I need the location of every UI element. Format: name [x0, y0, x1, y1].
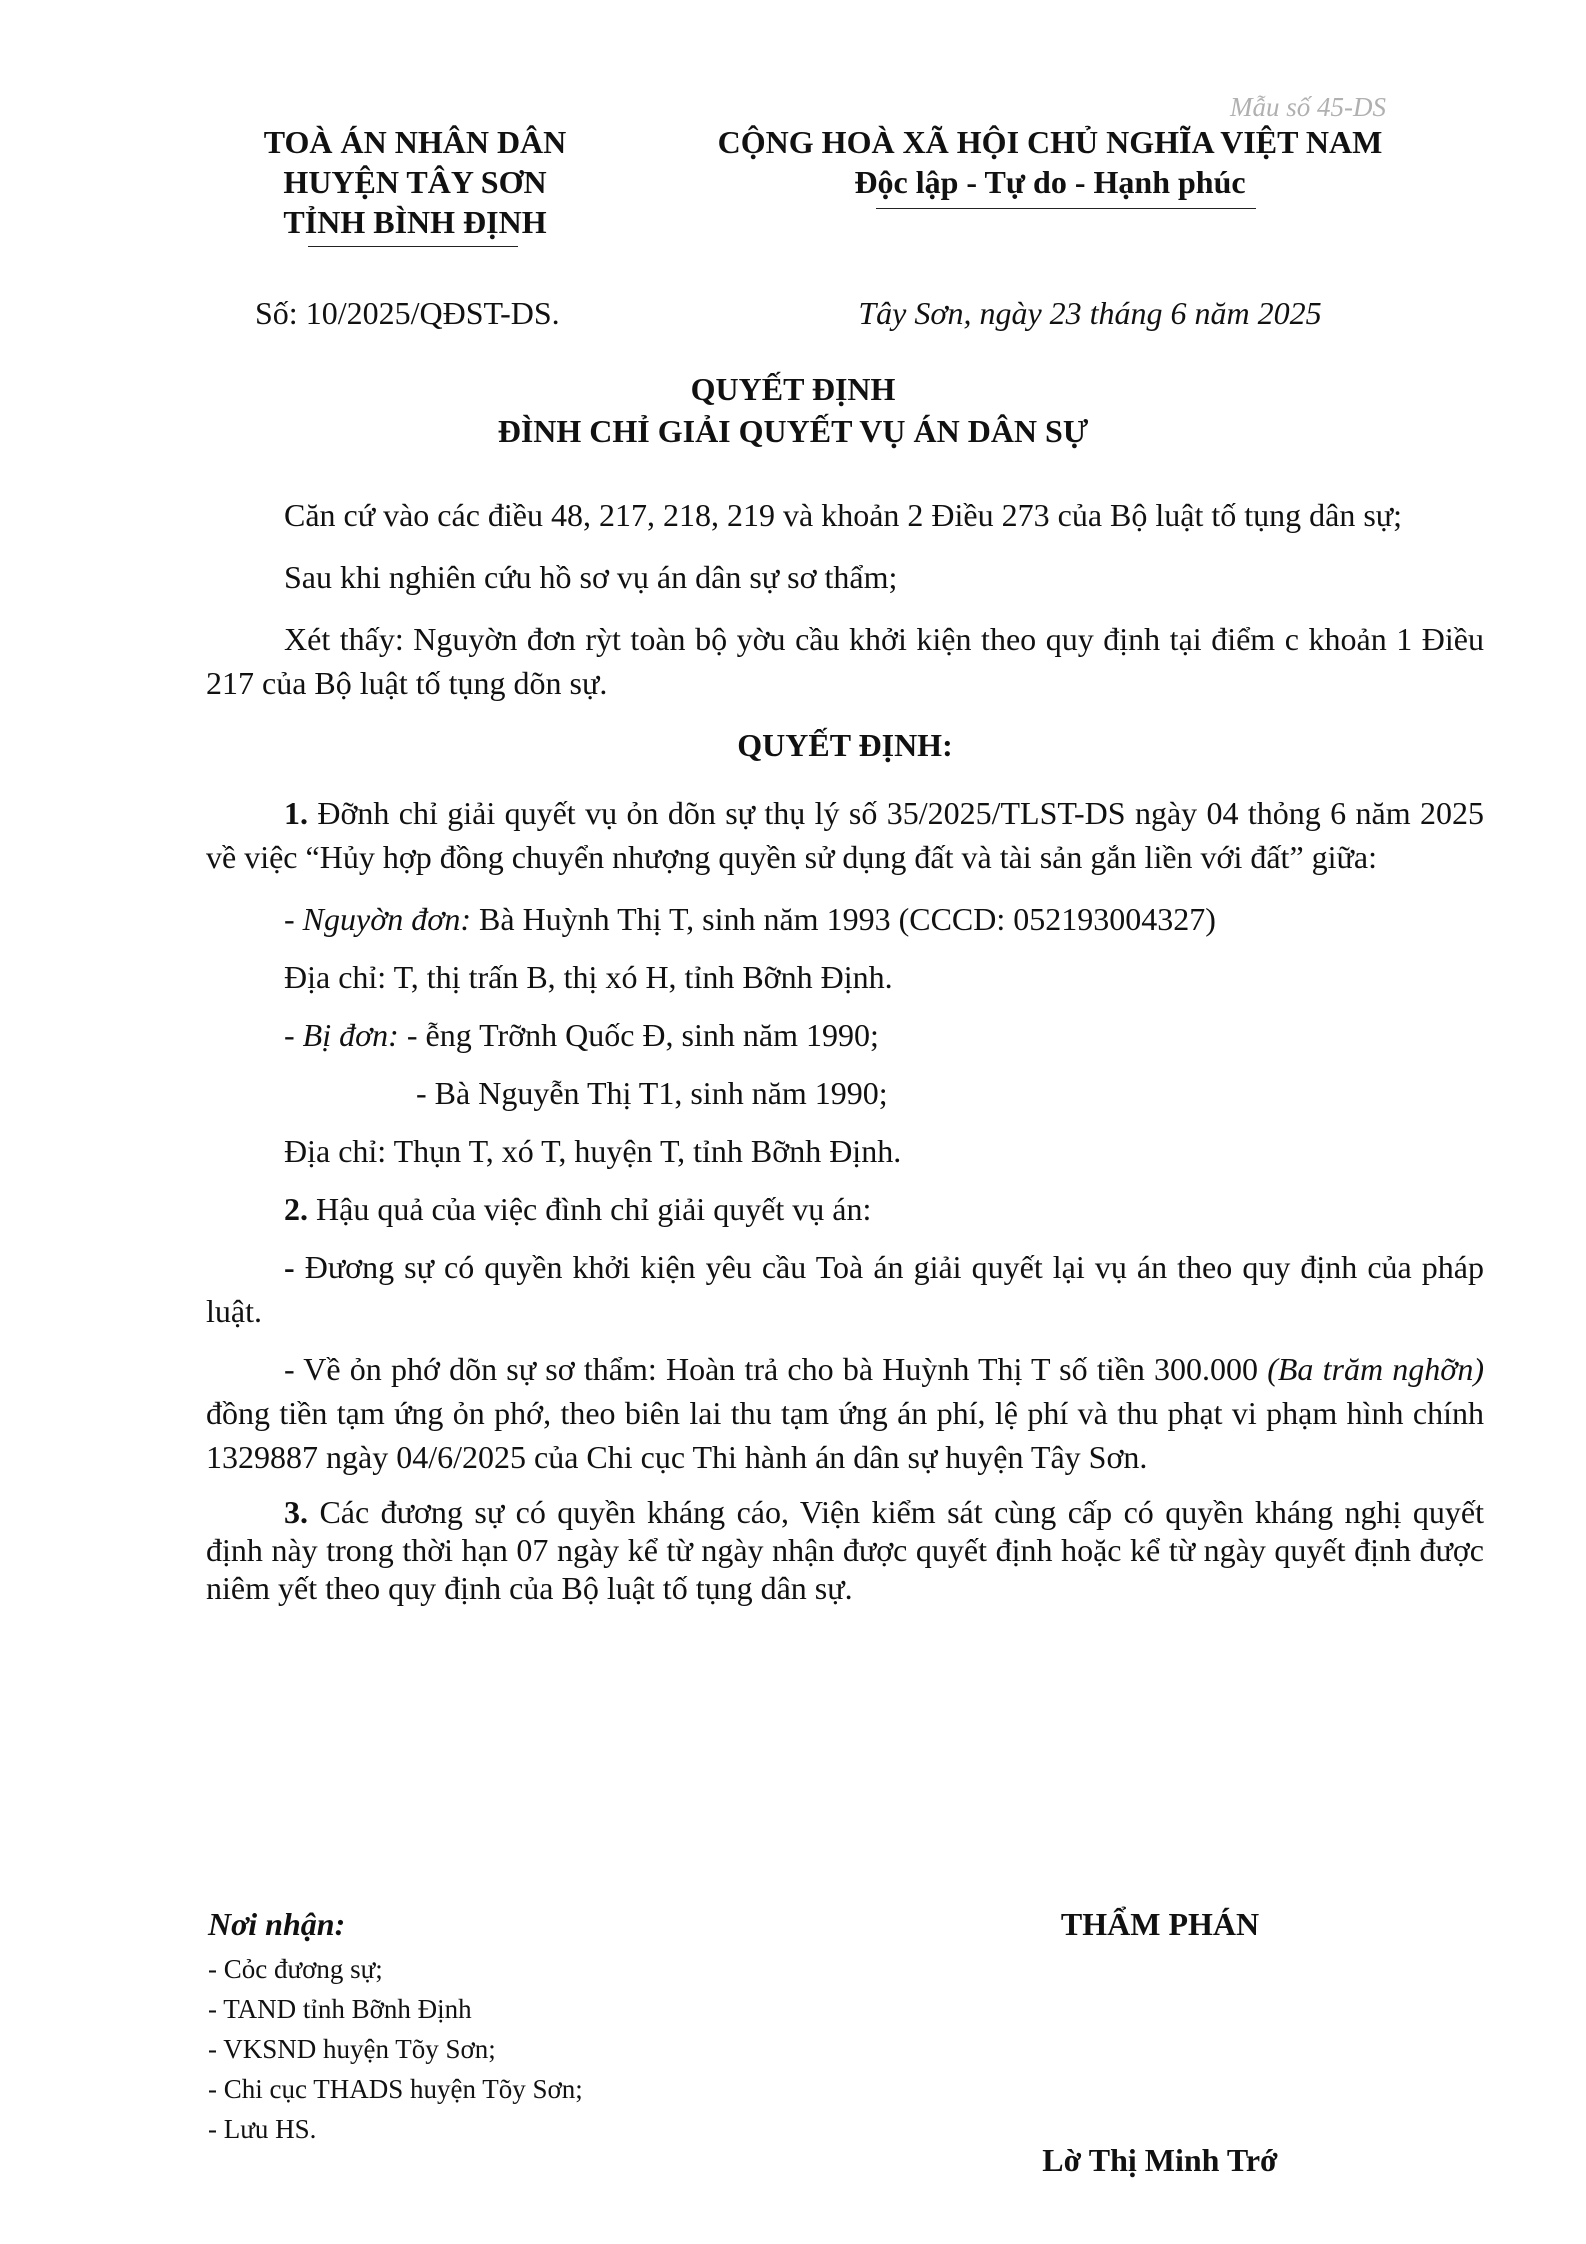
- item-2-a-text: Đương sự có quyền khởi kiện yêu cầu Toà án giải quyết lại vụ án theo quy định của pháp luật.: [206, 1249, 1484, 1329]
- document-title: [200, 368, 1386, 452]
- preamble-finding: Xét thấy: Nguyờn đơn rỳt toàn bộ yờu cầu khởi kiện theo quy định tại điểm c khoản 1 Điều 217 của Bộ luật tố tụng dõn sự.: [206, 621, 1484, 701]
- nation-name: CỘNG HOÀ XÃ HỘI CHỦ NGHĨA VIỆT NAM: [717, 124, 1383, 160]
- decision-item-2: [206, 1187, 1484, 1231]
- item-2-b-amount-words: (Ba trăm nghỡn): [1267, 1351, 1485, 1387]
- document-number: Số: 10/2025/QĐST-DS.: [255, 295, 560, 331]
- defendant-label: Bị đơn:: [302, 1017, 399, 1053]
- defendant-2: - Bà Nguyễn Thị T1, sinh năm 1990;: [416, 1075, 888, 1111]
- preamble-legal-basis: Căn cứ vào các điều 48, 217, 218, 219 và khoản 2 Điều 273 của Bộ luật tố tụng dân sự;: [284, 497, 1403, 533]
- recipient-item: - Chi cục THADS huyện Tõy Sơn;: [208, 2074, 583, 2104]
- item-3-number: 3.: [284, 1494, 308, 1530]
- court-name-line2: HUYỆN TÂY SƠN: [283, 164, 547, 200]
- plaintiff-address: Địa chỉ: T, thị trấn B, thị xó H, tỉnh Bỡnh Định.: [284, 959, 893, 995]
- item-2-number: 2.: [284, 1191, 308, 1227]
- court-header: [215, 122, 615, 242]
- item-1-text: Đỡnh chỉ giải quyết vụ ỏn dõn sự thụ lý số 35/2025/TLST-DS ngày 04 thỏng 6 năm 2025 về việc “Hủy hợp đồng chuyển nhượng quyền sử dụng đất và tài sản gắn liền với đất” giữa:: [206, 795, 1484, 875]
- plaintiff-line: - Nguyờn đơn: Bà Huỳnh Thị T, sinh năm 1993 (CCCD: 052193004327): [284, 901, 1216, 937]
- recipients-block: [208, 1906, 848, 2149]
- judge-name: Lờ Thị Minh Trớ: [1042, 2142, 1278, 2178]
- national-header: [660, 122, 1440, 202]
- judge-title: THẨM PHÁN: [1060, 1906, 1260, 1942]
- item-3-text: Các đương sự có quyền kháng cáo, Viện kiểm sát cùng cấp có quyền kháng nghị quyết định này trong thời hạn 07 ngày kể từ ngày nhận được quyết định hoặc kể từ ngày quyết định được niêm yết theo quy định của Bộ luật tố tụng dân sự.: [206, 1494, 1484, 1606]
- nation-motto: Độc lập - Tự do - Hạnh phúc: [854, 164, 1246, 200]
- item-2-b-pre: - Về ỏn phớ dõn sự sơ thẩm: Hoàn trả cho bà Huỳnh Thị T số tiền 300.000: [284, 1351, 1268, 1387]
- item-2-consequence-b: [206, 1347, 1484, 1479]
- plaintiff-label: Nguyờn đơn:: [302, 901, 472, 937]
- motto-underline: [876, 208, 1256, 209]
- item-2-b-post: đồng tiền tạm ứng ỏn phớ, theo biên lai thu tạm ứng án phí, lệ phí và thu phạt vi phạm hình chính 1329887 ngày 04/6/2025 của Chi cục Thi hành án dân sự huyện Tây Sơn.: [206, 1395, 1484, 1475]
- defendant-line: - Bị đơn: - ễng Trỡnh Quốc Đ, sinh năm 1990;: [284, 1017, 879, 1053]
- defendant-address: Địa chỉ: Thụn T, xó T, huyện T, tỉnh Bỡnh Định.: [284, 1133, 902, 1169]
- document-body: [206, 493, 1484, 1621]
- title-line1: QUYẾT ĐỊNH: [690, 371, 896, 407]
- recipient-item: - VKSND huyện Tõy Sơn;: [208, 2034, 496, 2064]
- decision-heading: QUYẾT ĐỊNH:: [737, 727, 953, 763]
- court-underline: [308, 246, 518, 247]
- defendant-1: - ễng Trỡnh Quốc Đ, sinh năm 1990;: [398, 1017, 879, 1053]
- item-2-consequence-a: - Đương sự có quyền khởi kiện yêu cầu Toà án giải quyết lại vụ án theo quy định của pháp luật.: [206, 1249, 1484, 1329]
- court-name-line1: TOÀ ÁN NHÂN DÂN: [263, 124, 567, 160]
- recipients-title: Nơi nhận:: [208, 1906, 346, 1942]
- recipient-item: - TAND tỉnh Bỡnh Định: [208, 1994, 472, 2024]
- form-code: Mẫu số 45-DS: [1230, 92, 1386, 122]
- preamble-review: Sau khi nghiên cứu hồ sơ vụ án dân sự sơ thẩm;: [284, 559, 898, 595]
- court-name-line3: TỈNH BÌNH ĐỊNH: [283, 204, 547, 240]
- title-line2: ĐÌNH CHỈ GIẢI QUYẾT VỤ ÁN DÂN SỰ: [497, 413, 1089, 449]
- recipient-item: - Cỏc đương sự;: [208, 1954, 383, 1984]
- plaintiff-text: Bà Huỳnh Thị T, sinh năm 1993 (CCCD: 052193004327): [471, 901, 1216, 937]
- item-2-text: Hậu quả của việc đình chỉ giải quyết vụ án:: [308, 1191, 872, 1227]
- decision-item-1: [206, 791, 1484, 879]
- recipients-list: [208, 1949, 848, 2149]
- place-date: Tây Sơn, ngày 23 tháng 6 năm 2025: [858, 295, 1322, 331]
- decision-item-3: [206, 1493, 1484, 1607]
- item-1-number: 1.: [284, 795, 308, 831]
- recipient-item: - Lưu HS.: [208, 2114, 317, 2144]
